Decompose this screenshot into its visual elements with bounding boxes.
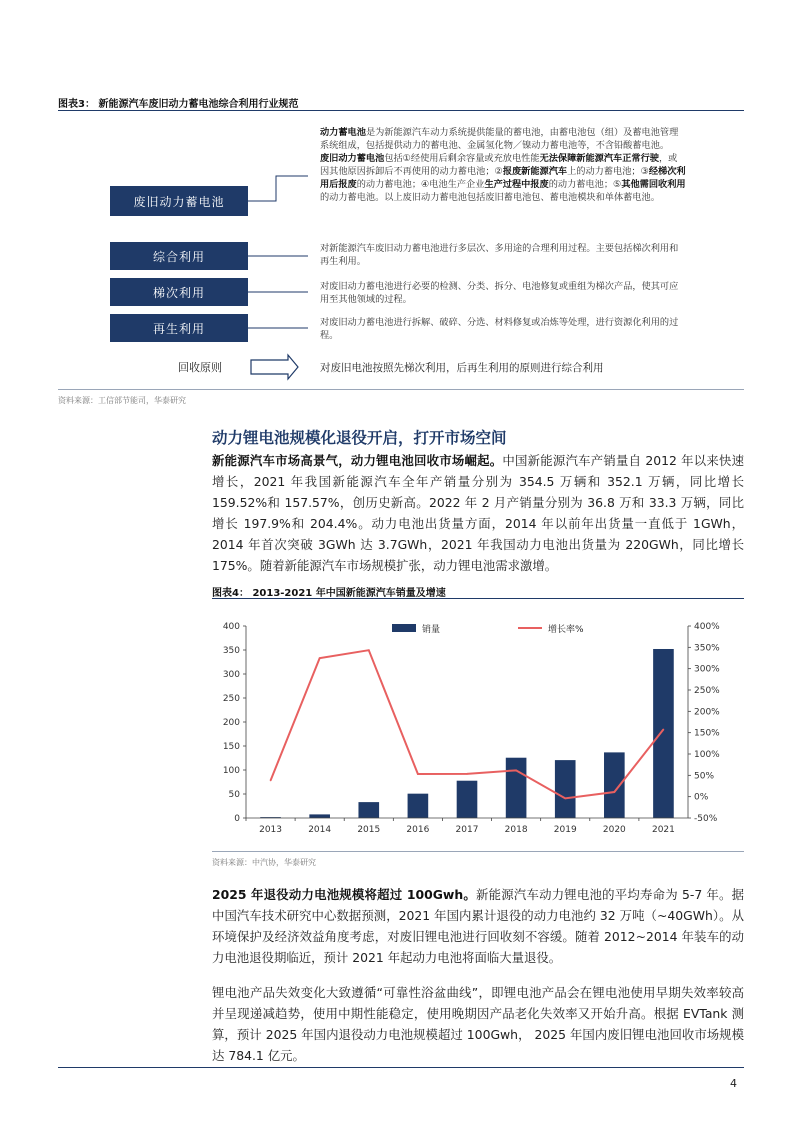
recovery-principle-label: 回收原则 bbox=[178, 361, 222, 374]
bar-2018 bbox=[506, 758, 527, 818]
bar-2016 bbox=[408, 794, 429, 818]
y-left-tick-label: 100 bbox=[222, 766, 240, 776]
x-tick-label: 2013 bbox=[259, 825, 283, 835]
waste-battery-box: 废旧动力蓄电池 bbox=[110, 186, 248, 216]
growth-point-2015 bbox=[368, 649, 370, 651]
growth-point-2017 bbox=[466, 773, 468, 775]
paragraph-retirement-lead: 2025 年退役动力电池规模将超过 100Gwh。 bbox=[212, 887, 477, 902]
bar-2019 bbox=[555, 760, 576, 818]
growth-point-2014 bbox=[319, 657, 321, 659]
bar-2020 bbox=[604, 752, 625, 818]
y-right-tick-label: 400% bbox=[694, 622, 720, 632]
growth-point-2019 bbox=[564, 798, 566, 800]
waste-battery-definition: 动力蓄电池是为新能源汽车动力系统提供能量的蓄电池，由蓄电池包（组）及蓄电池管理系统组成，包括提供动力的蓄电池、金属氢化物／镍动力蓄电池等，不含铅酸蓄电池。 废旧动力蓄电池包括①经使用后剩余容量或充放电性能无法保障新能源汽车正常行驶，或因其他原因拆卸后不再使用的动力蓄电池；②报废新能源汽车上的动力蓄电池；③经梯次利用后报废的动力蓄电池；④电池生产企业生产过程中报废的动力蓄电池；⑤其他需回收利用的动力蓄电池。以上废旧动力蓄电池包括废旧蓄电池包、蓄电池模块和单体蓄电池。 bbox=[320, 127, 686, 203]
legend-bar-label: 销量 bbox=[422, 625, 441, 635]
y-left-tick-label: 250 bbox=[222, 694, 240, 704]
bar-2017 bbox=[457, 781, 478, 818]
growth-point-2021 bbox=[663, 729, 665, 731]
figure3-title: 图表3： 新能源汽车废旧动力蓄电池综合利用行业规范 bbox=[58, 99, 299, 110]
paragraph-market-body: 中国新能源汽车产销量自 2012 年以来快速增长，2021 年我国新能源汽车全年产销量分别为 354.5 万辆和 352.1 万辆，同比增长 159.52%和 157.57%，创历史新高。2022 年 2 月产销量分别为 36.8 万和 33.3 万辆，同比增长 197.9%和 204.4%。动力电池出货量方面，2014 年以前年出货量一直低于 1GWh，2014 年首次突破 3GWh 达 3.7GWh，2021 年我国动力电池出货量为 220GWh，同比增长 175%。随着新能源汽车市场规模扩张，动力锂电池需求激增。 bbox=[212, 453, 744, 573]
y-right-tick-label: 150% bbox=[694, 728, 720, 739]
y-right-tick-label: -50% bbox=[694, 814, 718, 824]
y-right-tick-label: 200% bbox=[694, 707, 720, 718]
legend-bar-swatch bbox=[392, 624, 416, 632]
cascade-use-definition: 对废旧动力蓄电池进行必要的检测、分类、拆分、电池修复或重组为梯次产品，使其可应用至其他领域的过程。 bbox=[320, 281, 679, 305]
bar-2014 bbox=[309, 814, 330, 818]
growth-point-2013 bbox=[270, 780, 272, 782]
growth-point-2018 bbox=[515, 770, 517, 772]
x-tick-label: 2014 bbox=[308, 825, 332, 835]
y-right-tick-label: 350% bbox=[694, 643, 720, 654]
x-tick-label: 2018 bbox=[504, 825, 528, 835]
figure3-bottom-rule bbox=[58, 389, 744, 390]
comprehensive-use-box: 综合利用 bbox=[110, 242, 248, 270]
paragraph-market bbox=[212, 450, 744, 576]
bar-2021 bbox=[653, 649, 674, 818]
y-right-tick-label: 0% bbox=[694, 792, 709, 803]
cascade-use-box: 梯次利用 bbox=[110, 278, 248, 306]
section-heading: 动力锂电池规模化退役开启，打开市场空间 bbox=[212, 429, 507, 447]
figure4-top-rule bbox=[212, 598, 744, 599]
x-tick-label: 2019 bbox=[553, 825, 577, 835]
figure4-title: 图表4： 2013-2021 年中国新能源汽车销量及增速 bbox=[212, 588, 446, 599]
x-tick-label: 2021 bbox=[651, 825, 675, 835]
bar-2015 bbox=[358, 802, 379, 818]
y-left-tick-label: 400 bbox=[222, 622, 240, 632]
y-right-tick-label: 250% bbox=[694, 686, 720, 696]
x-tick-label: 2016 bbox=[406, 825, 430, 835]
paragraph-retirement bbox=[212, 884, 744, 968]
sales-growth-chart bbox=[212, 604, 744, 844]
y-left-tick-label: 150 bbox=[222, 742, 240, 752]
y-right-tick-label: 50% bbox=[694, 771, 715, 782]
recycle-use-box: 再生利用 bbox=[110, 314, 248, 342]
footer-rule bbox=[58, 1067, 744, 1068]
x-tick-label: 2017 bbox=[455, 825, 479, 835]
x-tick-label: 2020 bbox=[602, 825, 626, 835]
growth-point-2016 bbox=[417, 773, 419, 775]
paragraph-failure-curve: 锂电池产品失效变化大致遵循“可靠性浴盆曲线”，即锂电池产品会在锂电池使用早期失效率较高并呈现递减趋势，使用中期性能稳定，使用晚期因产品老化失效率又开始升高。根据 EVTank 测算，预计 2025 年国内退役动力电池规模超过 100Gwh， 2025 年国内废旧锂电池回收市场规模达 784.1 亿元。 bbox=[212, 985, 744, 1063]
y-left-tick-label: 200 bbox=[222, 718, 240, 728]
growth-point-2020 bbox=[614, 791, 616, 793]
y-right-tick-label: 100% bbox=[694, 750, 720, 760]
y-left-tick-label: 350 bbox=[222, 646, 240, 656]
figure3-source: 资料来源：工信部节能司，华泰研究 bbox=[58, 396, 186, 405]
paragraph-market-lead: 新能源汽车市场高景气，动力锂电池回收市场崛起。 bbox=[212, 453, 503, 468]
arrow-right-icon bbox=[251, 355, 298, 379]
recovery-principle-definition: 对废旧电池按照先梯次利用，后再生利用的原则进行综合利用 bbox=[320, 362, 604, 374]
figure4-source: 资料来源：中汽协，华泰研究 bbox=[212, 858, 316, 867]
comprehensive-use-definition: 对新能源汽车废旧动力蓄电池进行多层次、多用途的合理利用过程。主要包括梯次利用和再生利用。 bbox=[320, 243, 679, 267]
recycle-use-definition: 对废旧动力蓄电池进行拆解、破碎、分选、材料修复或冶炼等处理，进行资源化利用的过程。 bbox=[320, 317, 679, 341]
y-right-tick-label: 300% bbox=[694, 664, 720, 675]
y-left-tick-label: 300 bbox=[222, 670, 240, 680]
page-number: 4 bbox=[730, 1077, 737, 1090]
paragraph-retirement-body: 新能源汽车动力锂电池的平均寿命为 5-7 年。据中国汽车技术研究中心数据预测，2021 年国内累计退役的动力电池约 32 万吨（~40GWh）。从环境保护及经济效益角度考虑，对废旧锂电池进行回收刻不容缓。随着 2012~2014 年装车的动力电池退役期临近，预计 2021 年起动力电池将面临大量退役。 bbox=[212, 887, 744, 965]
legend-line-label: 增长率% bbox=[548, 625, 584, 635]
y-left-tick-label: 50 bbox=[228, 790, 240, 800]
x-tick-label: 2015 bbox=[357, 825, 381, 835]
y-left-tick-label: 0 bbox=[234, 814, 240, 824]
figure4-bottom-rule bbox=[212, 851, 744, 852]
